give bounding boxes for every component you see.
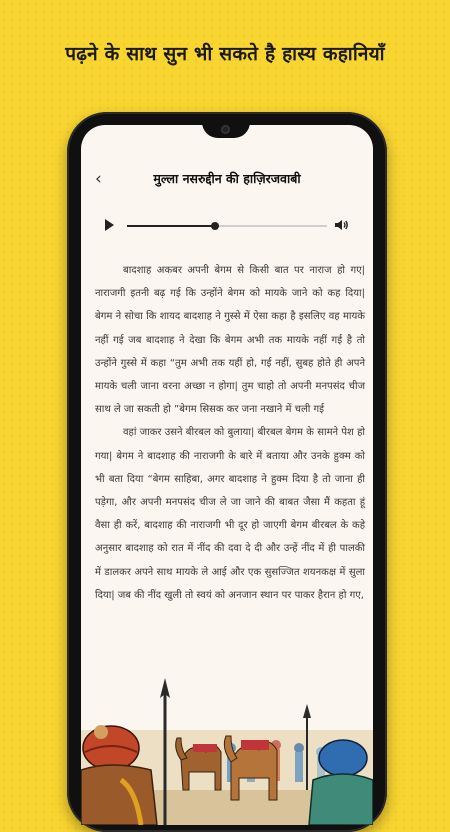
- seek-bar[interactable]: [127, 225, 327, 227]
- play-icon[interactable]: [105, 219, 114, 231]
- story-text: [95, 259, 365, 607]
- volume-icon[interactable]: [333, 217, 349, 233]
- app-header: [81, 167, 373, 191]
- seek-progress: [127, 225, 215, 227]
- audio-player: [105, 217, 349, 235]
- headline: पढ़ने के साथ सुन भी सकते है हास्य कहानियाँ: [65, 43, 385, 65]
- story-title: मुल्ला नसरुद्दीन की हाज़िरजवाबी: [153, 171, 301, 186]
- story-paragraph-2: वहां जाकर उसने बीरबल को बुलाया| बीरबल बेगम के सामने पेश हो गया| बेगम ने बादशाह की नाराजगी के बारे में बताया और उनके हुक्म को भी बता दिया “बेगम साहिबा, अगर बादशाह ने हुक्म दिया है तो जाना ही पड़ेगा, और अपनी मनपसंद चीज ले जा जाने की बाबत जैसा मैं कहता हूं वैसा ही करें, बादशाह की नाराजगी भी दूर हो जाएगी बेगम बीरबल के कहे अनुसार बादशाह को रात में नींद की दवा दे दी और उन्हें नींद में ही पालकी में डालकर अपने साथ मायके ले आई और एक सुसज्जित शयनकक्ष में सुला दिया| जब की नींद खुली तो स्वयं को अनजान स्थान पर पाकर हैरान हो गए,: [95, 427, 365, 601]
- story-paragraph-1: बादशाह अकबर अपनी बेगम से किसी बात पर नाराज हो गए| नाराजगी इतनी बढ़ गई कि उन्होंने बेगम को मायके जाने को कह दिया| बेगम ने सोचा कि शायद बादशाह ने गुस्से में ऐसा कहा है इसलिए वह मायके नहीं गई जब बादशाह ने देखा कि बेगम अभी तक मायके नहीं गई है तो उन्होंने गुस्से में कहा “तुम अभी तक यहीं हो, गई नहीं, सुबह होते ही अपने मायके चली जाना वरना अच्छा न होगा| तुम चाहो तो अपनी मनपसंद चीज साथ ले जा सकती हो ”बेगम सिसक कर जना नखाने में चली गई: [95, 265, 365, 416]
- app-screen: [81, 125, 373, 825]
- back-button[interactable]: [95, 167, 113, 191]
- story-illustration: [81, 640, 373, 825]
- front-camera-icon: [221, 125, 230, 134]
- seek-thumb[interactable]: [211, 222, 219, 230]
- chevron-left-icon: ‹: [95, 169, 102, 189]
